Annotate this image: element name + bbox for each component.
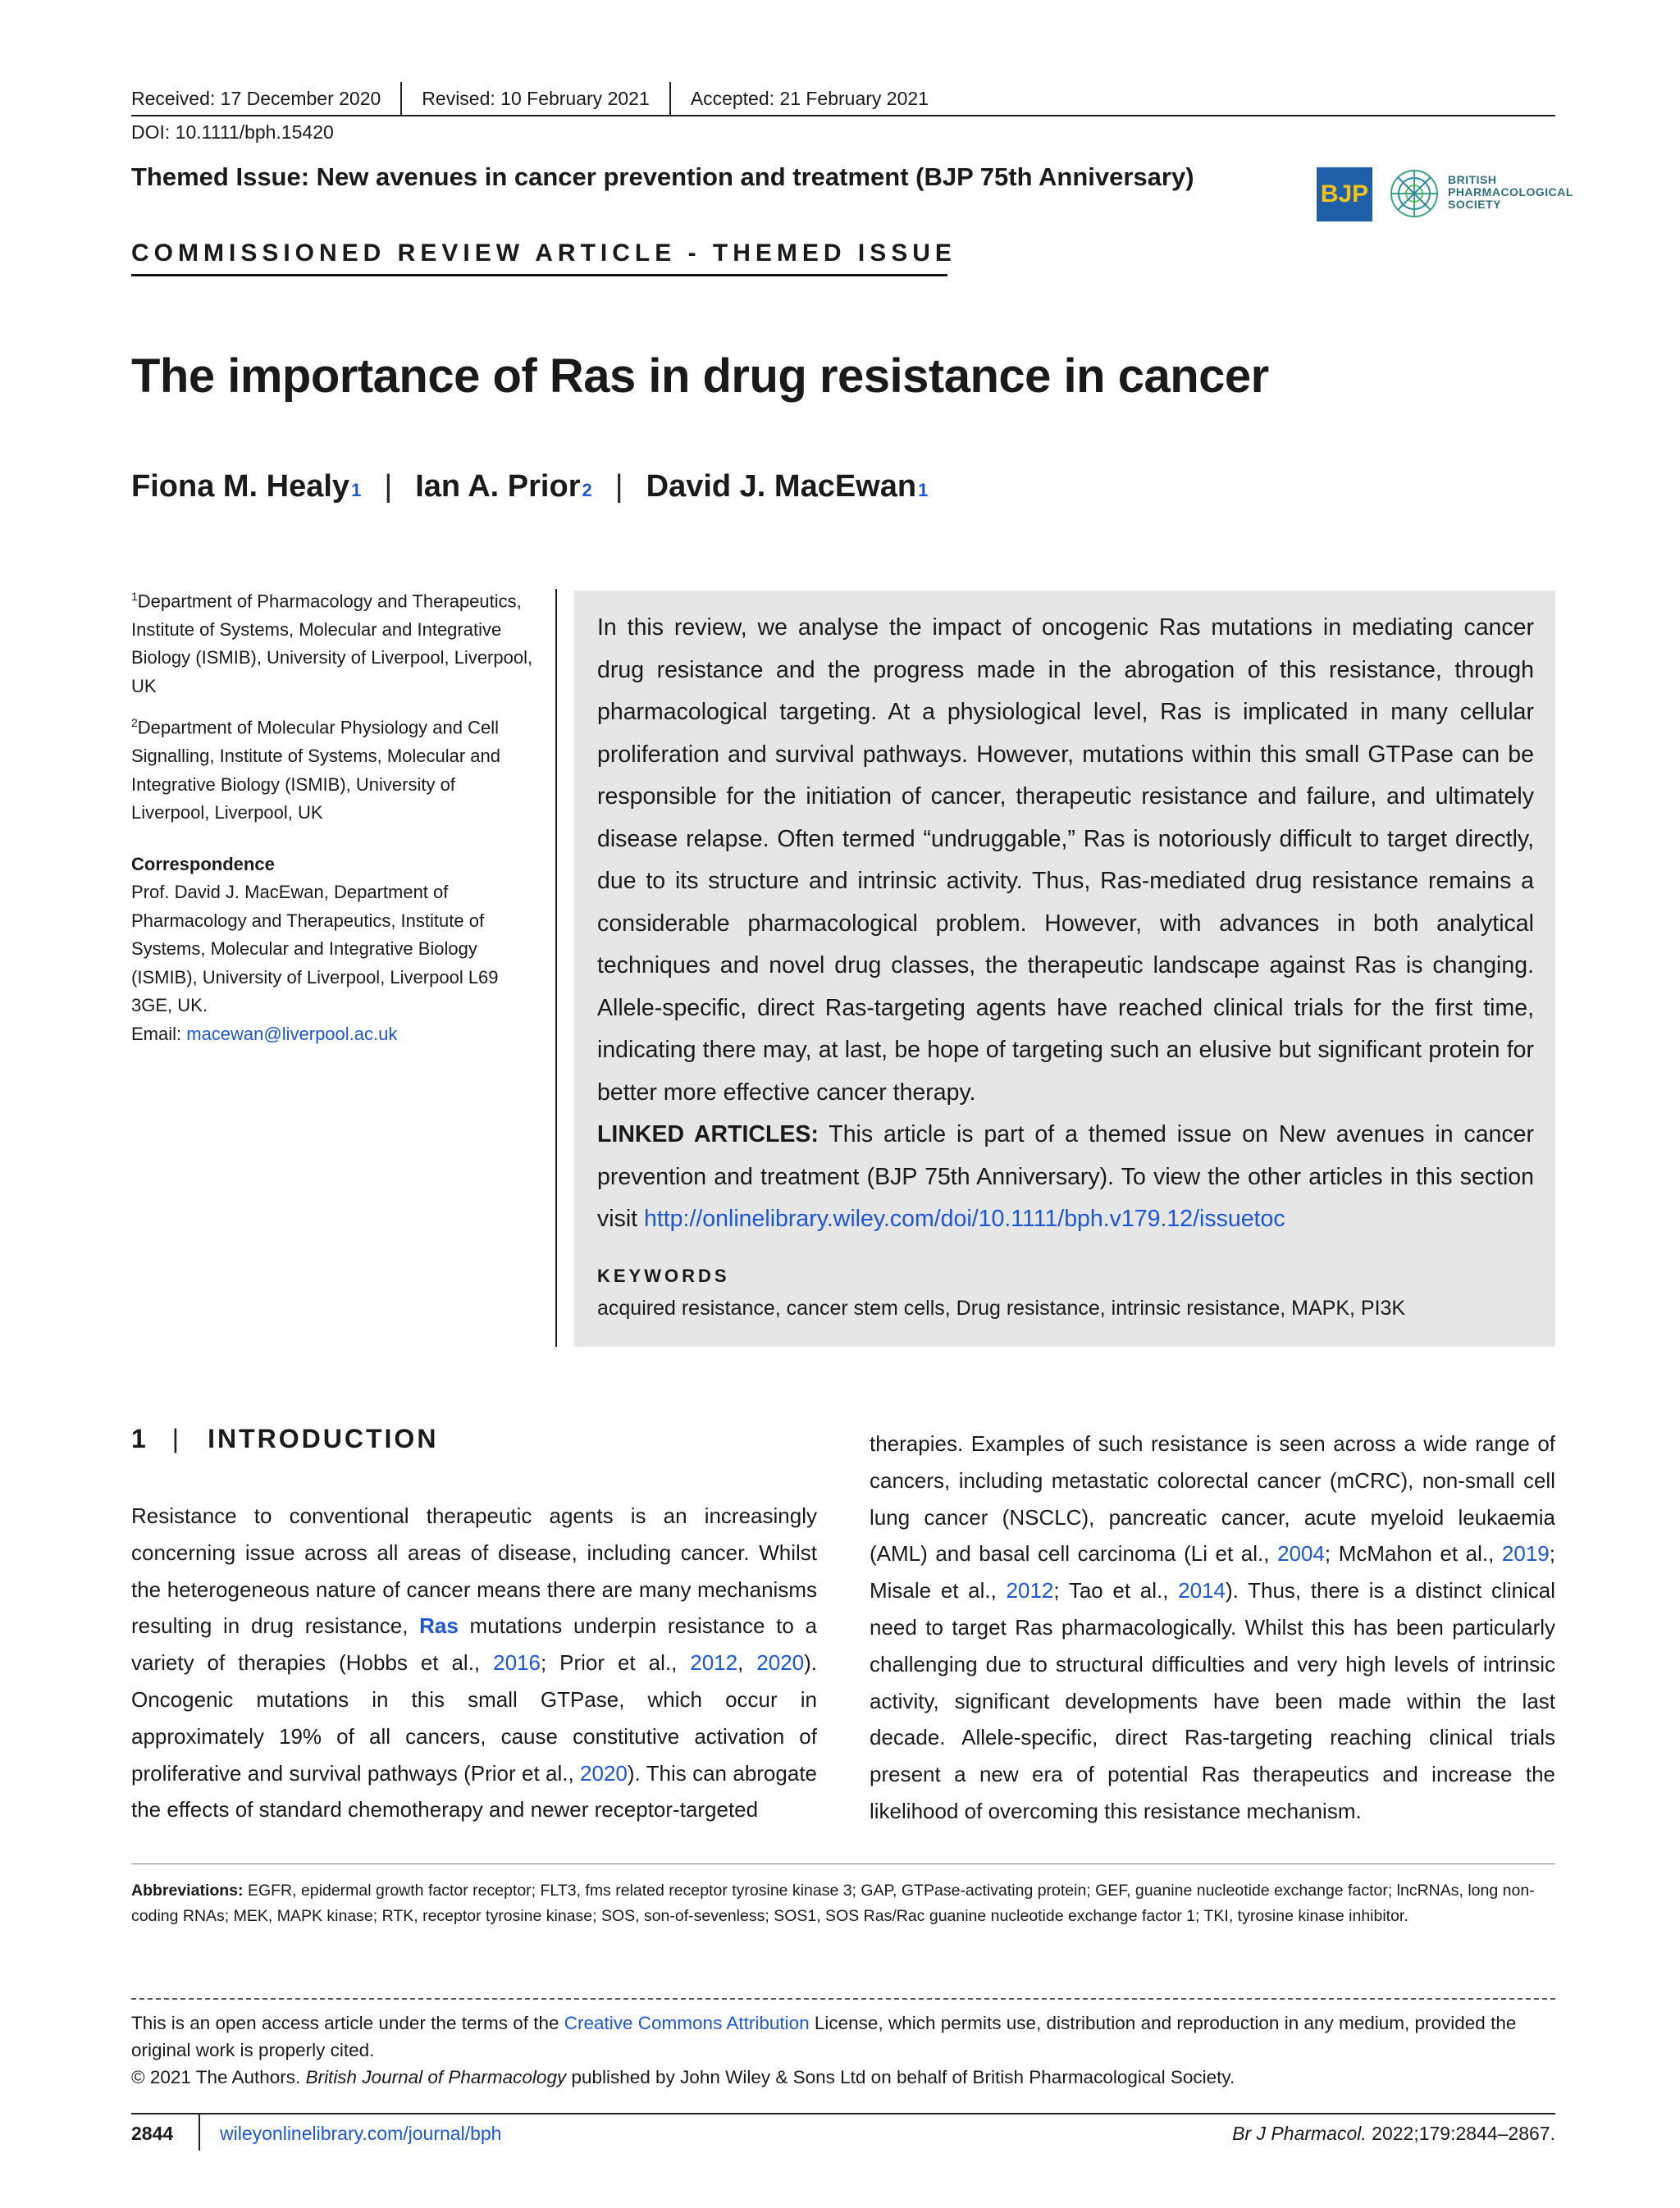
email-link[interactable]: macewan@liverpool.ac.uk	[186, 1023, 398, 1044]
author-list	[131, 469, 928, 504]
author-separator: |	[384, 469, 393, 504]
column-divider	[555, 589, 557, 1347]
abstract-box	[574, 591, 1555, 1347]
article-title: The importance of Ras in drug resistance in cancer	[131, 349, 1269, 403]
affiliation-1: $^1$Department of Pharmacology and Therapeutics, Institute of Systems, Molecular and Integrative Biology (ISMIB), University of Liverpool, Liverpool, UK	[131, 590, 533, 696]
citation-link[interactable]: 2012	[690, 1650, 738, 1676]
issue-toc-link[interactable]: http://onlinelibrary.wiley.com/doi/10.1111/bph.v179.12/issuetoc	[644, 1206, 1285, 1232]
citation-link[interactable]: 2020	[580, 1760, 628, 1786]
license-divider	[131, 1998, 1555, 2000]
introduction-right-column: therapies. Examples of such resistance is seen across a wide range of cancers, including metastatic colorectal cancer (mCRC), non-small cell lung cancer (NSCLC), pancreatic cancer, acute myeloid leukaemia (AML) and basal cell carcinoma (Li et al., 2004; McMahon et al., 2019; Misale et al., 2012; Tao et al., 2014). Thus, there is a distinct clinical need to target Ras pharmacologically. Whilst this has been particularly challenging due to structural difficulties and very high levels of intrinsic activity, significant developments have been made within the last decade. Allele-specific, direct Ras-targeting reaching clinical trials present a new era of potential Ras therapeutics and increase the likelihood of overcoming this resistance mechanism.	[870, 1431, 1555, 1823]
introduction-left-column: Resistance to conventional therapeutic agents is an increasingly concerning issue across all areas of disease, including cancer. Whilst the heterogeneous nature of cancer means there are many mechanisms resulting in drug resistance, Ras mutations underpin resistance to a variety of therapies (Hobbs et al., 2016; Prior et al., 2012, 2020). Oncogenic mutations in this small GTPase, which occur in approximately 19% of all cancers, cause constitutive activation of proliferative and survival pathways (Prior et al., 2020). This can abrogate the effects of standard chemotherapy and newer receptor-targeted	[131, 1503, 818, 1823]
linked-articles: LINKED ARTICLES: This article is part of a themed issue on New avenues in cancer prevention and treatment (BJP 75th Anniversary). To view the other articles in this section visit http://onlinelibrary.wiley.com/doi/10.1111/bph.v179.12/issuetoc	[597, 1121, 1534, 1232]
abbreviations: Abbreviations: EGFR, epidermal growth factor receptor; FLT3, fms related receptor tyrosine kinase 3; GAP, GTPase-activating protein; GEF, guanine nucleotide exchange factor; lncRNAs, long non-coding RNAs; MEK, MAPK kinase; RTK, receptor tyrosine kinase; SOS, son-of-sevenless; SOS1, SOS Ras/Rac guanine nucleotide exchange factor 1; TKI, tyrosine kinase inhibitor.	[131, 1882, 1535, 1925]
affiliation-2: $^2$Department of Molecular Physiology and Cell Signalling, Institute of Systems, Molecular and Integrative Biology (ISMIB), University of Liverpool, Liverpool, UK	[131, 716, 501, 823]
citation-link[interactable]: 2019	[1501, 1541, 1550, 1567]
bps-logo-icon	[1386, 166, 1442, 221]
received-date: Received: 17 December 2020	[131, 88, 381, 109]
category-underline	[131, 274, 947, 276]
themed-issue-title: Themed Issue: New avenues in cancer prevention and treatment (BJP 75th Anniversary)	[131, 162, 1194, 191]
author-affiliation-marker[interactable]: 1	[351, 480, 362, 500]
page-number: 2844	[131, 2123, 174, 2144]
citation-link[interactable]: 2016	[493, 1650, 541, 1676]
copyright-line: © 2021 The Authors. British Journal of Pharmacology published by John Wiley & Sons Ltd on behalf of British Pharmacological Society.	[131, 2067, 1235, 2087]
affiliations-column	[131, 582, 533, 1048]
keywords-list: acquired resistance, cancer stem cells, Drug resistance, intrinsic resistance, MAPK, PI3K	[597, 1296, 1406, 1320]
author-name: Fiona M. Healy	[131, 469, 350, 504]
author-name: David J. MacEwan	[646, 469, 917, 504]
article-history	[131, 82, 1555, 115]
accepted-date: Accepted: 21 February 2021	[690, 88, 929, 109]
keywords-heading: KEYWORDS	[597, 1265, 730, 1286]
bps-logo-text: BRITISH PHARMACOLOGICAL SOCIETY	[1448, 173, 1573, 211]
license-line: This is an open access article under the terms of the Creative Commons Attribution License, which permits use, distribution and reproduction in any medium, provided the original work is properly cited.	[131, 2013, 1517, 2060]
author-affiliation-marker[interactable]: 1	[918, 480, 929, 500]
header-rule	[131, 115, 1555, 116]
citation-link[interactable]: 2014	[1178, 1578, 1226, 1604]
citation-footer: Br J Pharmacol. 2022;179:2844–2867.	[1232, 2123, 1555, 2144]
correspondence-address: Prof. David J. MacEwan, Department of Pharmacology and Therapeutics, Institute of Systems, Molecular and Integrative Biology (ISMIB), University of Liverpool, Liverpool L69 3GE, UK. Email: macewan@liverpool.ac.uk	[131, 882, 499, 1044]
article-category: COMMISSIONED REVIEW ARTICLE - THEMED ISSUE	[131, 240, 956, 267]
citation-link[interactable]: 2004	[1277, 1541, 1325, 1567]
license-notice	[131, 2010, 1555, 2091]
abstract-text: In this review, we analyse the impact of oncogenic Ras mutations in mediating cancer drug resistance and the progress made in the abrogation of this resistance, through pharmacological targeting. At a physiological level, Ras is implicated in many cellular proliferation and survival pathways. However, mutations within this small GTPase can be responsible for the initiation of cancer, therapeutic resistance and failure, and ultimately disease relapse. Often termed “undruggable,” Ras is notoriously difficult to target directly, due to its structure and intrinsic activity. Thus, Ras-mediated drug resistance remains a considerable pharmacological problem. However, with advances in both analytical techniques and novel drug classes, the therapeutic landscape against Ras is changing. Allele-specific, direct Ras-targeting agents have reached clinical trials for the first time, indicating there may, at last, be hope of targeting such an elusive but significant protein for better more effective cancer therapy.	[597, 614, 1534, 1106]
citation-link[interactable]: 2020	[756, 1650, 805, 1676]
author-separator: |	[614, 469, 623, 504]
correspondence-heading: Correspondence	[131, 853, 275, 874]
author-affiliation-marker[interactable]: 2	[582, 480, 592, 500]
author-name: Ian A. Prior	[415, 469, 581, 504]
footer-rule	[131, 2113, 1555, 2114]
citation-link[interactable]: 2012	[1006, 1578, 1054, 1604]
doi: DOI: 10.1111/bph.15420	[131, 121, 334, 143]
journal-url-link[interactable]: wileyonlinelibrary.com/journal/bph	[220, 2123, 502, 2144]
revised-date: Revised: 10 February 2021	[422, 88, 650, 109]
bjp-logo: BJP	[1317, 167, 1372, 221]
section-heading: 1 | INTRODUCTION	[131, 1424, 439, 1453]
creative-commons-link[interactable]: Creative Commons Attribution	[564, 2013, 810, 2033]
ras-link[interactable]: Ras	[419, 1613, 459, 1639]
footer-separator	[199, 2114, 200, 2151]
